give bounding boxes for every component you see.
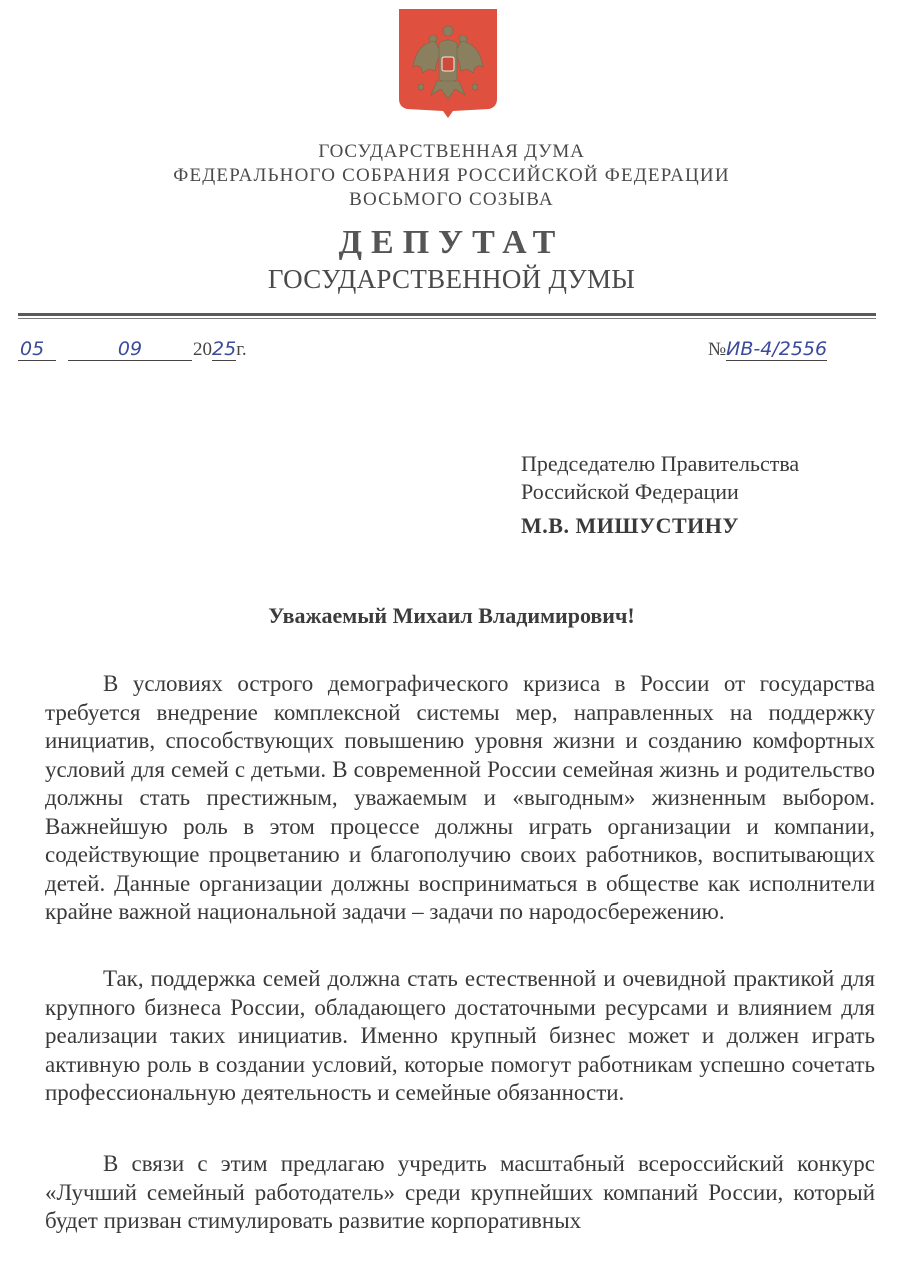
addressee-organization: Российской Федерации xyxy=(521,479,739,504)
emblem-center-shield xyxy=(442,57,454,71)
number-prefix: № xyxy=(708,339,727,360)
letterhead-title: ДЕПУТАТ xyxy=(338,224,565,261)
coat-of-arms-emblem xyxy=(397,7,499,119)
letterhead-line-convocation: ВОСЬМОГО СОЗЫВА xyxy=(349,189,554,210)
document-number xyxy=(708,338,827,361)
date-day: 05 xyxy=(18,338,56,361)
header-divider-thin xyxy=(18,318,876,319)
addressee-name: М.В. МИШУСТИНУ xyxy=(521,513,740,538)
paragraph-text: В связи с этим предлагаю учредить масштабный всероссийский конкурс «Лучший семейный работодатель» среди крупнейших компаний России, который будет призван стимулировать развитие корпоративных xyxy=(45,1151,875,1233)
date-year-prefix: 20 xyxy=(193,339,212,360)
date-suffix: г. xyxy=(236,339,247,360)
header-divider-thick xyxy=(18,313,876,316)
addressee-position: Председателю Правительства xyxy=(521,451,800,476)
body-paragraph-3 xyxy=(45,1150,875,1236)
letterhead-line-duma: ГОСУДАРСТВЕННАЯ ДУМА xyxy=(318,141,585,162)
date-month: 09 xyxy=(68,338,192,361)
body-paragraph-2 xyxy=(45,965,875,1108)
paragraph-text: Так, поддержка семей должна стать естественной и очевидной практикой для крупного бизнеса России, обладающего достаточными ресурсами и влиянием для реализации таких инициатив. Именно крупный бизнес может и должен играть активную роль в создании условий, которые помогут работникам успешно сочетать профессиональную деятельность и семейные обязанности. xyxy=(45,966,875,1105)
number-value: ИВ-4/2556 xyxy=(726,338,828,360)
addressee-block xyxy=(521,450,799,540)
salutation: Уважаемый Михаил Владимирович! xyxy=(268,603,635,628)
date-year xyxy=(193,338,247,361)
date-year-suffix: 25 xyxy=(212,338,237,360)
body-paragraph-1 xyxy=(45,670,875,927)
letterhead-subtitle: ГОСУДАРСТВЕННОЙ ДУМЫ xyxy=(267,264,636,294)
letterhead-line-federal-assembly: ФЕДЕРАЛЬНОГО СОБРАНИЯ РОССИЙСКОЙ ФЕДЕРАЦИИ xyxy=(173,165,730,186)
paragraph-text: В условиях острого демографического кризиса в России от государства требуется внедрение комплексной системы мер, направленных на поддержку инициатив, способствующих повышению уровня жизни и созданию комфортных условий для семей с детьми. В современной России семейная жизнь и родительство должны стать престижным, уважаемым и «выгодным» жизненным выбором. Важнейшую роль в этом процессе должны играть организации и компании, содействующие процветанию и благополучию своих работников, воспитывающих детей. Данные организации должны восприниматься в обществе как исполнители крайне важной национальной задачи – задачи по народосбережению. xyxy=(45,671,875,924)
